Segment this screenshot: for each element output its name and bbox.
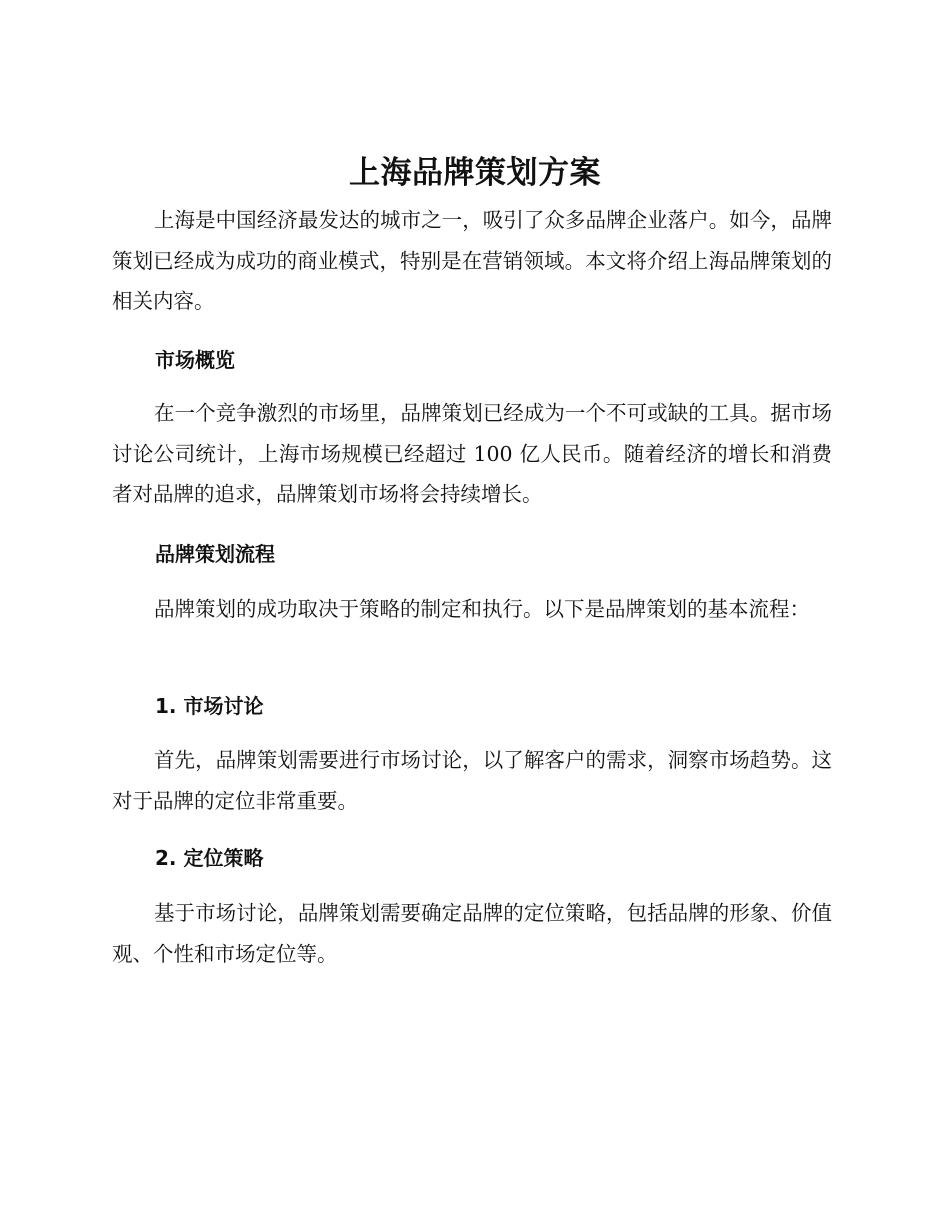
section-body-market-overview: 在一个竞争激烈的市场里，品牌策划已经成为一个不可或缺的工具。据市场讨论公司统计，上海市场规模已经超过 100 亿人民币。随着经济的增长和消费者对品牌的追求，品牌策划市场将会持续增长。 [112, 401, 832, 506]
section-heading-planning-process: 品牌策划流程 [155, 542, 275, 566]
document-title: 上海品牌策划方案 [349, 155, 601, 191]
section-heading-market-overview: 市场概览 [155, 348, 235, 372]
section-heading-market-research: 1. 市场讨论 [155, 694, 264, 718]
section-body-positioning-strategy: 基于市场讨论，品牌策划需要确定品牌的定位策略，包括品牌的形象、价值观、个性和市场定位等。 [112, 901, 832, 966]
section-heading-positioning-strategy: 2. 定位策略 [155, 846, 264, 870]
section-body-market-research: 首先，品牌策划需要进行市场讨论，以了解客户的需求，洞察市场趋势。这对于品牌的定位非常重要。 [112, 748, 832, 813]
section-body-planning-process: 品牌策划的成功取决于策略的制定和执行。以下是品牌策划的基本流程： [154, 597, 810, 621]
intro-paragraph: 上海是中国经济最发达的城市之一，吸引了众多品牌企业落户。如今，品牌策划已经成为成功的商业模式，特别是在营销领域。本文将介绍上海品牌策划的相关内容。 [112, 208, 832, 313]
